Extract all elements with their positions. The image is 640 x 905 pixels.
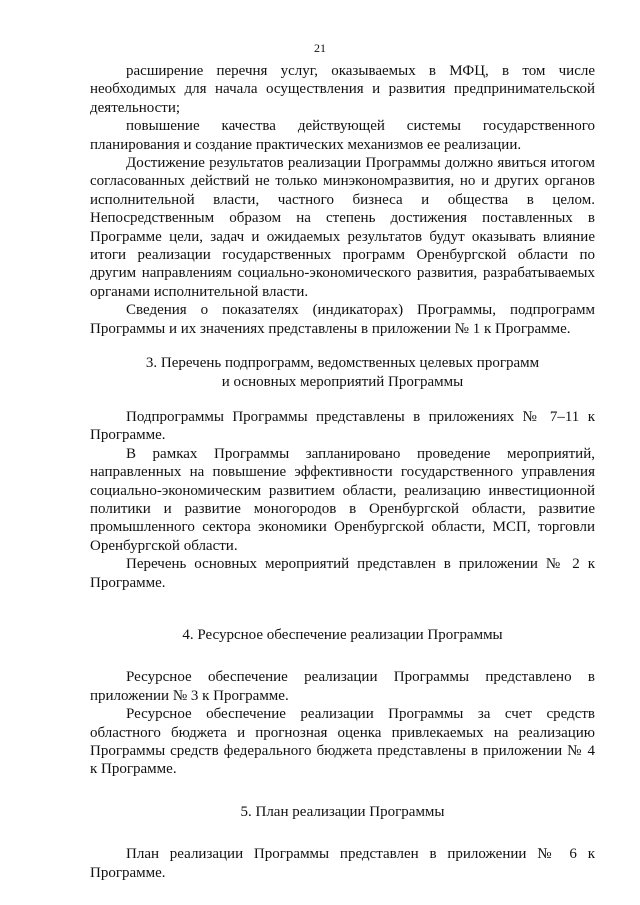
paragraph-planning-quality: повышение качества действующей системы государственного планирования и создание практических механизмов ее реализации. — [90, 118, 595, 153]
page-number: 21 — [314, 41, 326, 55]
paragraph-results-achievement: Достижение результатов реализации Программы должно явиться итогом согласованных действий не только минэкономразвития, но и других органов исполнительной власти, частного бизнеса и общества в целом. Непосредственным образом на степень достижения поставленных в Программе цели, задач и ожидаемых результатов будут оказывать влияние итоги реализации государственных программ Оренбургской области по другим направлениям социально-экономического развития, разрабатываемых органами исполнительной власти. — [90, 155, 595, 300]
paragraph-mfc-services: расширение перечня услуг, оказываемых в МФЦ, в том числе необходимых для начала осуществления и развития предпринимательской деятельности; — [90, 63, 595, 116]
section-4-heading: 4. Ресурсное обеспечение реализации Программы — [182, 626, 503, 643]
paragraph-budget-funding: Ресурсное обеспечение реализации Программы за счет средств областного бюджета и прогнозная оценка привлекаемых на реализацию Программы средств федерального бюджета представлены в приложении № 4 к Программе. — [90, 706, 595, 778]
paragraph-subprograms: Подпрограммы Программы представлены в приложениях № 7–11 к Программе. — [90, 408, 595, 444]
paragraph-implementation-plan: План реализации Программы представлен в приложении № 6 к Программе. — [90, 846, 595, 881]
section-3-heading-line-2: и основных мероприятий Программы — [221, 373, 464, 390]
document-body — [90, 62, 595, 882]
paragraph-indicators-info: Сведения о показателях (индикаторах) Программы, подпрограмм Программы и их значениях представлены в приложении № 1 к Программе. — [90, 302, 595, 337]
paragraph-resource-support: Ресурсное обеспечение реализации Программы представлено в приложении № 3 к Программе. — [90, 669, 595, 704]
section-3-heading-line-1: 3. Перечень подпрограмм, ведомственных целевых программ — [145, 355, 540, 372]
paragraph-planned-measures: В рамках Программы запланировано проведение мероприятий, направленных на повышение эффективности государственного управления социально-экономическим развитием области, реализацию инвестиционной политики и развитие моногородов в Оренбургской области, развитие промышленного сектора экономики Оренбургской области, МСП, торговли Оренбургской области. — [90, 445, 595, 554]
paragraph-main-measures-list: Перечень основных мероприятий представлен в приложении № 2 к Программе. — [90, 556, 595, 591]
section-5-heading: 5. План реализации Программы — [240, 803, 445, 820]
